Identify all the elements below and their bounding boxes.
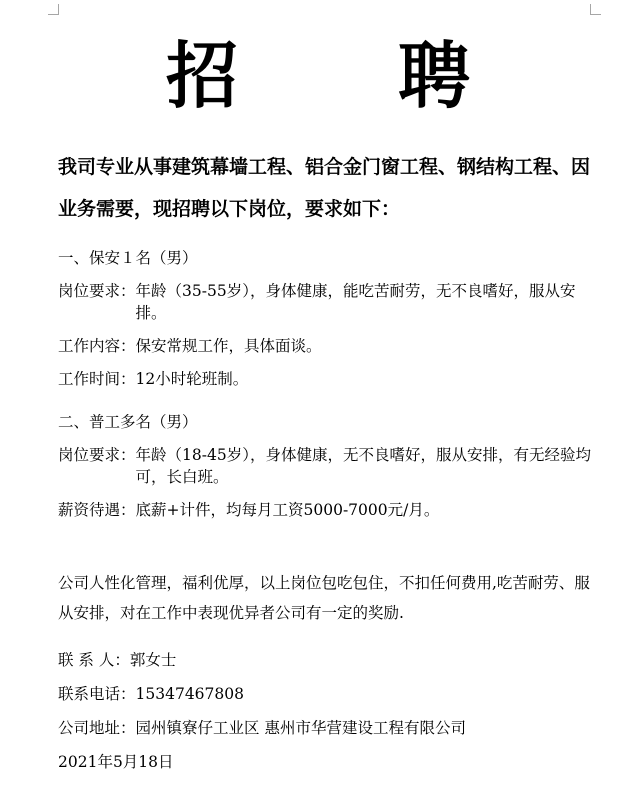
field-label: 岗位要求： [58, 446, 136, 464]
field-label: 薪资待遇： [58, 501, 136, 519]
field-value: 12小时轮班制。 [135, 370, 249, 388]
position-heading: 一、保安１名（男） [58, 249, 198, 267]
policy-paragraph: 公司人性化管理，福利优厚，以上岗位包吃包住，不扣任何费用,吃苦耐劳、服从安排，对在工作中表现优异者公司有一定的奖励. [58, 574, 590, 622]
contact-address-value: 园州镇寮仔工业区 惠州市华营建设工程有限公司 [135, 719, 466, 737]
contact-section [58, 649, 598, 773]
title-char-2: 聘 [398, 33, 471, 118]
position-heading: 二、普工多名（男） [58, 413, 198, 431]
position-field [58, 444, 598, 488]
field-value: 年龄（18-45岁），身体健康，无不良嗜好，服从安排，有无经验均可，长白班。 [135, 446, 591, 486]
position-field [58, 335, 598, 357]
page-corner-mark-left [48, 4, 59, 15]
contact-phone [58, 683, 598, 705]
position-1 [58, 247, 598, 390]
contact-person-label: 联 系 人： [58, 651, 130, 669]
contact-person [58, 649, 598, 671]
contact-person-value: 郭女士 [129, 651, 177, 669]
contact-phone-value: 15347467808 [135, 685, 244, 703]
document-date: 2021年5月18日 [58, 753, 174, 771]
field-label: 工作时间： [58, 370, 136, 388]
contact-address [58, 717, 598, 739]
field-value: 底薪+计件，均每月工资5000-7000元/月。 [135, 501, 440, 519]
position-field [58, 499, 598, 521]
title-char-1: 招 [165, 33, 238, 118]
contact-phone-label: 联系电话： [58, 685, 136, 703]
position-field [58, 368, 598, 390]
position-field [58, 280, 598, 324]
contact-address-label: 公司地址： [58, 719, 136, 737]
field-label: 工作内容： [58, 337, 136, 355]
field-value: 保安常规工作，具体面谈。 [135, 337, 322, 355]
field-label: 岗位要求： [58, 282, 136, 300]
page-corner-mark-right [590, 4, 601, 15]
position-2 [58, 411, 598, 521]
field-value: 年龄（35-55岁），身体健康，能吃苦耐劳，无不良嗜好，服从安排。 [135, 282, 576, 322]
intro-paragraph: 我司专业从事建筑幕墙工程、铝合金门窗工程、钢结构工程、因业务需要，现招聘以下岗位，要求如下： [58, 156, 591, 220]
page-title [0, 30, 636, 122]
